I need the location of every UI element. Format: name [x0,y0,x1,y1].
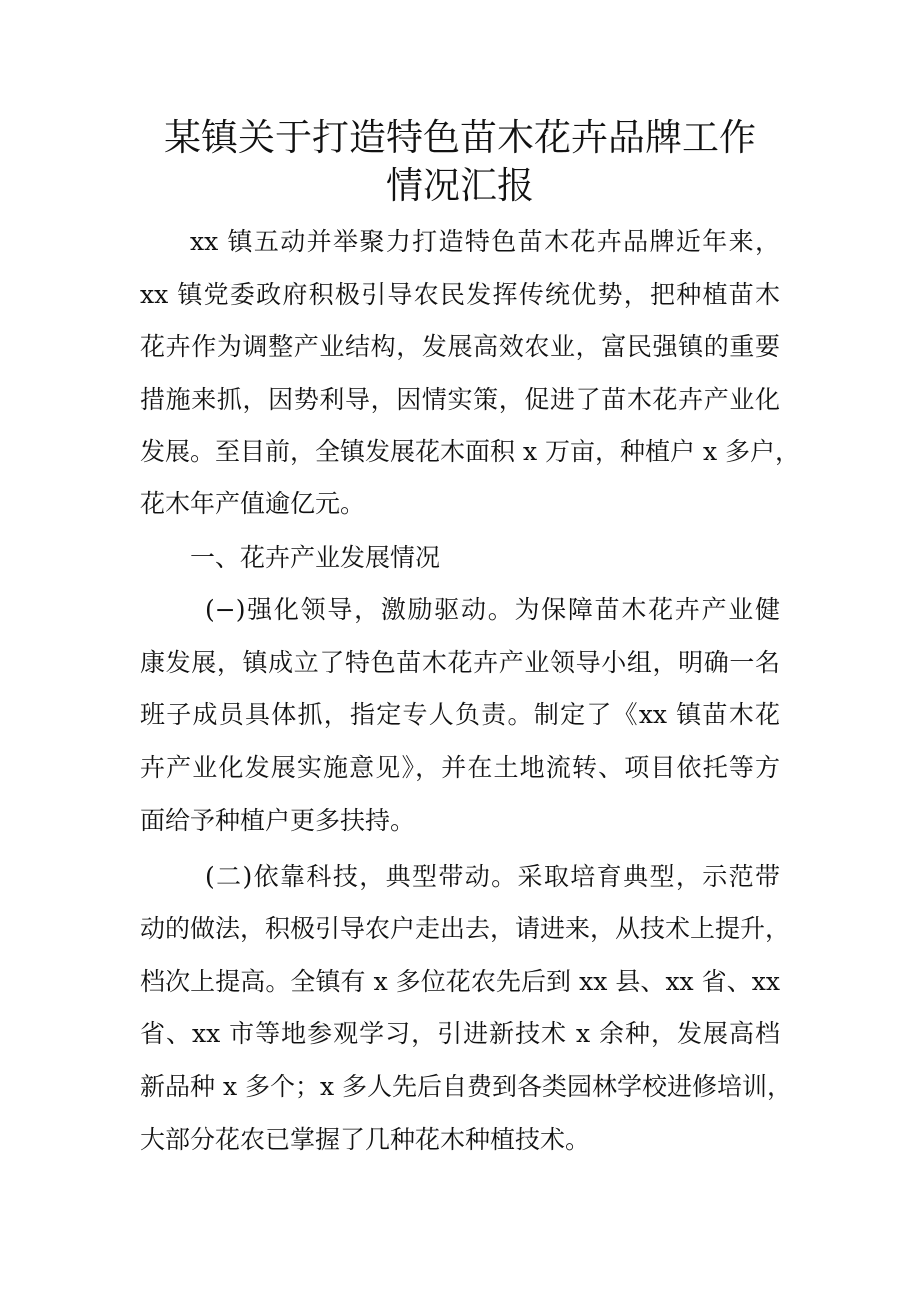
paragraph-3-line-3: 档次上提高。全镇有 x 多位花农先后到 xx 县、xx 省、xx [140,967,780,996]
paragraph-1-line-4: 措施来抓，因势利导，因情实策，促进了苗木花卉产业化 [140,385,780,414]
paragraph-3-line-2: 动的做法，积极引导农户走出去，请进来，从技术上提升， [140,914,791,943]
paragraph-2-line-2: 康发展，镇成立了特色苗木花卉产业领导小组，明确一名 [140,648,780,677]
paragraph-2-line-5: 面给予种植户更多扶持。 [140,806,416,835]
paragraph-3-line-1: (二)依靠科技，典型带动。采取培育典型，示范带 [205,862,780,891]
paragraph-2-line-1: (−)强化领导，激励驱动。为保障苗木花卉产业健 [205,595,780,624]
paragraph-3-line-4: 省、xx 市等地参观学习，引进新技术 x 余种，发展高档 [140,1019,780,1048]
paragraph-2-line-4: 卉产业化发展实施意见》，并在土地流转、项目依托等方 [140,753,780,782]
paragraph-3-line-5: 新品种 x 多个；x 多人先后自费到各类园林学校进修培训， [140,1072,793,1101]
paragraph-1-line-1: xx 镇五动并举聚力打造特色苗木花卉品牌近年来， [190,227,780,256]
paragraph-1-line-5: 发展。至目前，全镇发展花木面积 x 万亩，种植户 x 多户， [140,437,800,466]
paragraph-1-line-6: 花木年产值逾亿元。 [140,489,366,518]
document-title-line-2: 情况汇报 [386,164,534,207]
document-title-line-1: 某镇关于打造特色苗木花卉品牌工作 [164,116,756,159]
paragraph-1-line-2: xx 镇党委政府积极引导农民发挥传统优势，把种植苗木 [140,280,780,309]
paragraph-2-line-3: 班子成员具体抓，指定专人负责。制定了《xx 镇苗木花 [140,700,780,729]
section-heading-1: 一、花卉产业发展情况 [190,543,441,572]
paragraph-3-line-6: 大部分花农已掌握了几种花木种植技术。 [140,1125,591,1154]
paragraph-1-line-3: 花卉作为调整产业结构，发展高效农业，富民强镇的重要 [140,332,780,361]
